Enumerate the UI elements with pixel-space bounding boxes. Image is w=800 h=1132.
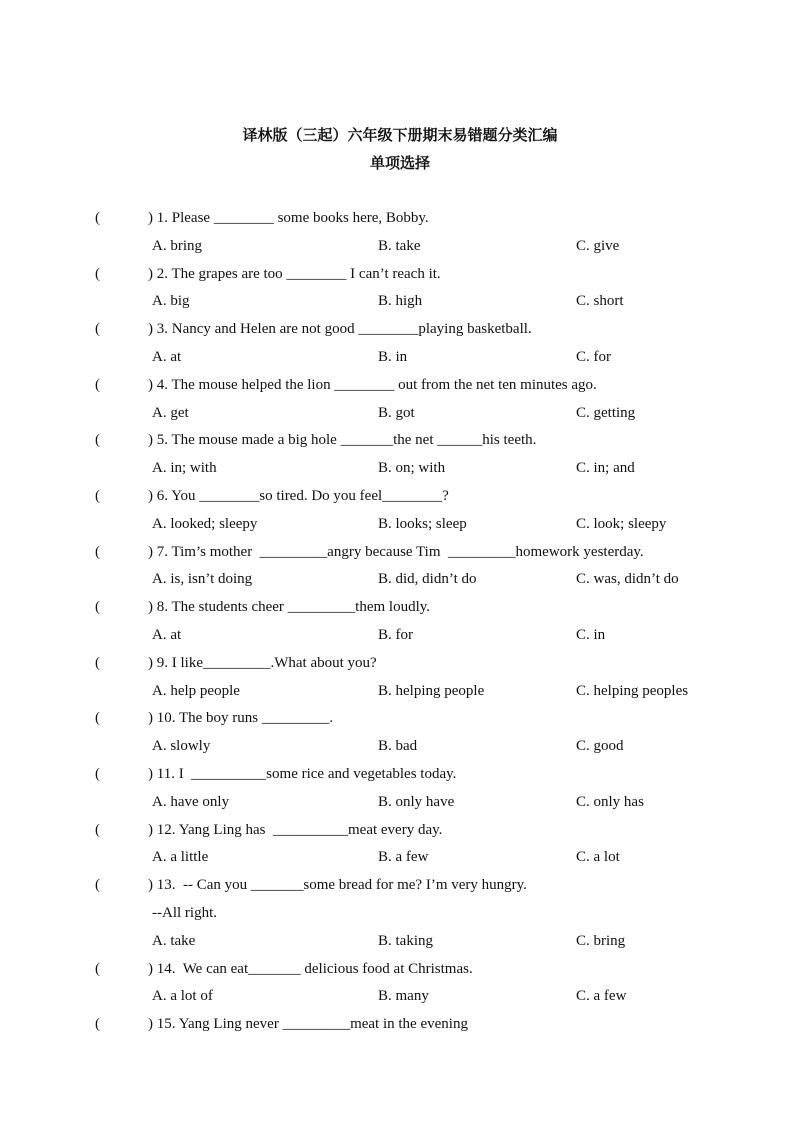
options-row xyxy=(0,844,800,872)
option-c: C. for xyxy=(576,348,611,365)
option-b: B. for xyxy=(378,626,413,643)
answer-bracket: ( xyxy=(95,432,100,449)
options-row xyxy=(0,928,800,956)
question-stem: ) 8. The students cheer _________them loudly. xyxy=(148,599,431,616)
question-stem: ) 13. -- Can you _______some bread for me? I’m very hungry. xyxy=(148,877,527,894)
option-a: A. is, isn’t doing xyxy=(152,571,253,588)
answer-bracket: ( xyxy=(95,821,100,838)
option-a: A. a lot of xyxy=(152,988,213,1005)
options-row xyxy=(0,789,800,817)
option-a: A. have only xyxy=(152,793,230,810)
options-row xyxy=(0,344,800,372)
option-a: A. a little xyxy=(152,849,209,866)
answer-bracket: ( xyxy=(95,765,100,782)
answer-bracket: ( xyxy=(95,599,100,616)
answer-bracket: ( xyxy=(95,376,100,393)
option-b: B. did, didn’t do xyxy=(378,571,477,588)
options-row xyxy=(0,622,800,650)
question-stem: ) 6. You ________so tired. Do you feel________? xyxy=(148,487,449,504)
question-stem: ) 14. We can eat_______ delicious food at Christmas. xyxy=(148,960,473,977)
question-row xyxy=(0,705,800,733)
option-c: C. bring xyxy=(576,932,626,949)
option-c: C. look; sleepy xyxy=(576,515,667,532)
options-row xyxy=(0,511,800,539)
question-row xyxy=(0,205,800,233)
question-list xyxy=(0,205,800,1039)
option-c: C. only has xyxy=(576,793,644,810)
question-row xyxy=(0,872,800,900)
question-stem: ) 5. The mouse made a big hole _______the net ______his teeth. xyxy=(148,432,537,449)
option-c: C. good xyxy=(576,738,624,755)
option-c: C. give xyxy=(576,237,620,254)
answer-bracket: ( xyxy=(95,960,100,977)
question-extra-line xyxy=(0,900,800,928)
question-row xyxy=(0,261,800,289)
option-c: C. short xyxy=(576,293,624,310)
answer-bracket: ( xyxy=(95,321,100,338)
question-row xyxy=(0,483,800,511)
option-b: B. many xyxy=(378,988,429,1005)
question-stem: ) 15. Yang Ling never _________meat in the evening xyxy=(148,1016,468,1033)
question-stem: ) 1. Please ________ some books here, Bobby. xyxy=(148,210,429,226)
question-stem: ) 4. The mouse helped the lion ________ out from the net ten minutes ago. xyxy=(148,376,597,393)
option-a: A. slowly xyxy=(152,738,211,755)
answer-bracket: ( xyxy=(95,210,100,226)
question-row xyxy=(0,594,800,622)
options-row xyxy=(0,566,800,594)
question-row xyxy=(0,761,800,789)
question-stem: ) 11. I __________some rice and vegetables today. xyxy=(148,765,457,782)
option-b: B. high xyxy=(378,293,423,310)
answer-bracket: ( xyxy=(95,1016,100,1033)
question-stem: ) 10. The boy runs _________. xyxy=(148,710,334,727)
option-a: A. at xyxy=(152,348,182,365)
option-a: A. bring xyxy=(152,237,202,254)
option-a: A. help people xyxy=(152,682,240,699)
option-c: C. a lot xyxy=(576,849,620,866)
question-stem: ) 9. I like_________.What about you? xyxy=(148,654,377,671)
option-b: B. take xyxy=(378,237,421,254)
option-b: B. in xyxy=(378,348,408,365)
answer-bracket: ( xyxy=(95,877,100,894)
option-a: A. at xyxy=(152,626,182,643)
question-stem: ) 3. Nancy and Helen are not good ________playing basketball. xyxy=(148,321,532,338)
option-a: A. looked; sleepy xyxy=(152,515,258,532)
option-a: A. get xyxy=(152,404,189,421)
options-row xyxy=(0,400,800,428)
option-c: C. was, didn’t do xyxy=(576,571,679,588)
option-c: C. in xyxy=(576,626,606,643)
options-row xyxy=(0,288,800,316)
answer-bracket: ( xyxy=(95,710,100,727)
option-b: B. taking xyxy=(378,932,433,949)
question-stem: ) 12. Yang Ling has __________meat every day. xyxy=(148,821,443,838)
question-row xyxy=(0,427,800,455)
option-b: B. looks; sleep xyxy=(378,515,467,532)
answer-bracket: ( xyxy=(95,265,100,282)
question-stem: ) 2. The grapes are too ________ I can’t reach it. xyxy=(148,265,441,282)
option-b: B. bad xyxy=(378,738,418,755)
option-b: B. on; with xyxy=(378,460,446,477)
option-b: B. only have xyxy=(378,793,455,810)
answer-bracket: ( xyxy=(95,543,100,560)
question-row xyxy=(0,316,800,344)
option-c: C. in; and xyxy=(576,460,635,477)
option-b: B. helping people xyxy=(378,682,485,699)
section-title: 单项选择 xyxy=(369,154,430,172)
option-b: B. got xyxy=(378,404,415,421)
page-title: 译林版（三起）六年级下册期末易错题分类汇编 xyxy=(242,126,558,144)
question-row xyxy=(0,372,800,400)
question-row xyxy=(0,1011,800,1039)
options-row xyxy=(0,455,800,483)
question-row xyxy=(0,817,800,845)
answer-bracket: ( xyxy=(95,654,100,671)
question-extra-text: --All right. xyxy=(152,904,217,921)
question-stem: ) 7. Tim’s mother _________angry because Tim _________homework yesterday. xyxy=(148,543,644,560)
option-a: A. big xyxy=(152,293,190,310)
options-row xyxy=(0,233,800,261)
option-b: B. a few xyxy=(378,849,429,866)
option-c: C. a few xyxy=(576,988,627,1005)
answer-bracket: ( xyxy=(95,487,100,504)
options-row xyxy=(0,983,800,1011)
question-row xyxy=(0,539,800,567)
option-a: A. in; with xyxy=(152,460,217,477)
options-row xyxy=(0,733,800,761)
option-c: C. helping peoples xyxy=(576,682,689,699)
options-row xyxy=(0,678,800,706)
question-row xyxy=(0,956,800,984)
option-c: C. getting xyxy=(576,404,636,421)
option-a: A. take xyxy=(152,932,196,949)
question-row xyxy=(0,650,800,678)
